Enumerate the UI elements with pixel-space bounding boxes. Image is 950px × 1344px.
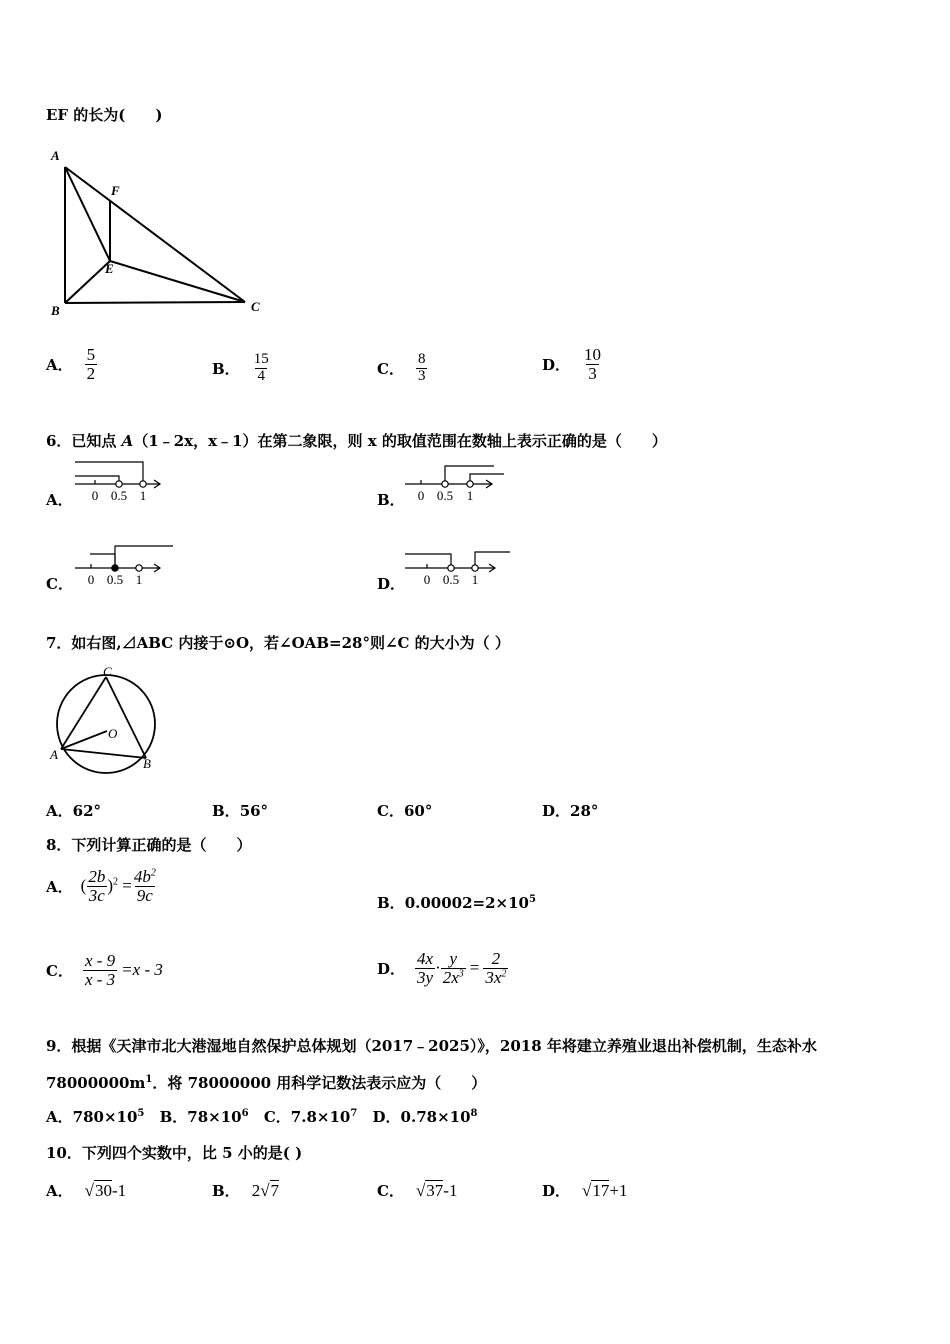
- q10-option-c[interactable]: C． √37-1: [377, 1181, 458, 1200]
- label-e: E: [105, 261, 114, 276]
- svg-text:1: 1: [135, 572, 143, 587]
- q8-option-a[interactable]: A． ( $\frac{2b}{3c}$ )$^2$ = $\frac{4b^2}{9c}$: [46, 867, 156, 905]
- svg-text:1: 1: [466, 488, 474, 503]
- q9-option-c[interactable]: C．$7.8\times 10^7$: [263, 1108, 358, 1126]
- label-b: B: [143, 756, 151, 771]
- q8-option-c[interactable]: C． $\frac{x - 9}{x - 3}$ =x - 3: [46, 951, 163, 989]
- q6-stem: 6．已知点 A（1﹣2x，x﹣1）在第二象限，则 x 的取值范围在数轴上表示正确的是（ ）: [46, 432, 667, 450]
- q7-option-c[interactable]: C．60°: [377, 802, 433, 820]
- svg-text:0.5: 0.5: [436, 488, 454, 503]
- q10-option-b[interactable]: B． 2√7: [212, 1181, 280, 1200]
- q6-option-d-label[interactable]: D．: [377, 575, 406, 593]
- label-a: A: [51, 148, 60, 163]
- q6-number-line-b: [400, 458, 510, 508]
- q5-option-c[interactable]: C． $\frac{8}{3}$: [377, 351, 426, 384]
- q9-stem-line2: $78000000m^1$．将 78000000 用科学记数法表示应为（ ）: [46, 1074, 487, 1092]
- q9-option-b[interactable]: B．$78\times 10^6$: [159, 1108, 249, 1126]
- svg-text:0: 0: [423, 572, 431, 587]
- q6-number-line-a: [70, 458, 170, 508]
- q5-triangle-figure: [40, 145, 280, 325]
- q9-stem-line1: 9．根据《天津市北大港湿地自然保护总体规划（2017﹣2025）》，2018 年将建立养殖业退出补偿机制，生态补水: [46, 1037, 817, 1055]
- svg-text:0: 0: [91, 488, 99, 503]
- q8-stem: 8．下列计算正确的是（ ）: [46, 836, 252, 854]
- q10-stem: 10．下列四个实数中，比 5 小的是( ): [46, 1144, 303, 1162]
- q7-stem: 7．如右图,⊿ABC 内接于⊙O，若∠OAB=28°则∠C 的大小为（ ）: [46, 634, 510, 652]
- svg-text:1: 1: [139, 488, 147, 503]
- q8-option-b[interactable]: B．$0.00002=2\times 10^5$: [377, 894, 536, 912]
- svg-text:0: 0: [417, 488, 425, 503]
- label-o: O: [108, 726, 118, 741]
- svg-text:0: 0: [87, 572, 95, 587]
- q10-option-a[interactable]: A． √30-1: [46, 1181, 127, 1200]
- q7-option-d[interactable]: D．28°: [542, 802, 599, 820]
- svg-text:0.5: 0.5: [442, 572, 460, 587]
- label-c: C: [251, 299, 260, 314]
- q7-circle-figure: [46, 664, 166, 774]
- q7-option-a[interactable]: A．62°: [46, 802, 102, 820]
- q5-option-a[interactable]: A． $\frac{5}{2}$: [46, 345, 96, 383]
- label-a: A: [50, 747, 58, 762]
- q5-option-d[interactable]: D． $\frac{10}{3}$: [542, 345, 602, 383]
- svg-text:0.5: 0.5: [110, 488, 128, 503]
- q9-option-d[interactable]: D．$0.78\times 10^8$: [372, 1108, 478, 1126]
- q9-option-a[interactable]: A．$780\times 10^5$: [46, 1108, 145, 1126]
- q6-option-b-label[interactable]: B．: [377, 491, 405, 509]
- q5-stem: EF 的长为( ): [46, 106, 163, 124]
- label-b: B: [51, 303, 60, 318]
- svg-text:0.5: 0.5: [106, 572, 124, 587]
- q10-option-d[interactable]: D． √17+1: [542, 1181, 628, 1200]
- q8-option-d[interactable]: D． $\frac{4x}{3y}$ · $\frac{y}{2x^3}$ = $\frac{2}{3x^2}$: [377, 949, 507, 987]
- q7-option-b[interactable]: B．56°: [212, 802, 269, 820]
- q6-number-line-c: [70, 542, 180, 592]
- q9-options: [46, 1106, 478, 1127]
- q6-option-c-label[interactable]: C．: [46, 575, 73, 593]
- svg-text:1: 1: [471, 572, 479, 587]
- label-f: F: [111, 183, 120, 198]
- q5-option-b[interactable]: B． $\frac{15}{4}$: [212, 351, 269, 384]
- q6-option-a-label[interactable]: A．: [46, 491, 73, 509]
- label-c: C: [103, 664, 112, 679]
- q6-number-line-d: [400, 542, 515, 592]
